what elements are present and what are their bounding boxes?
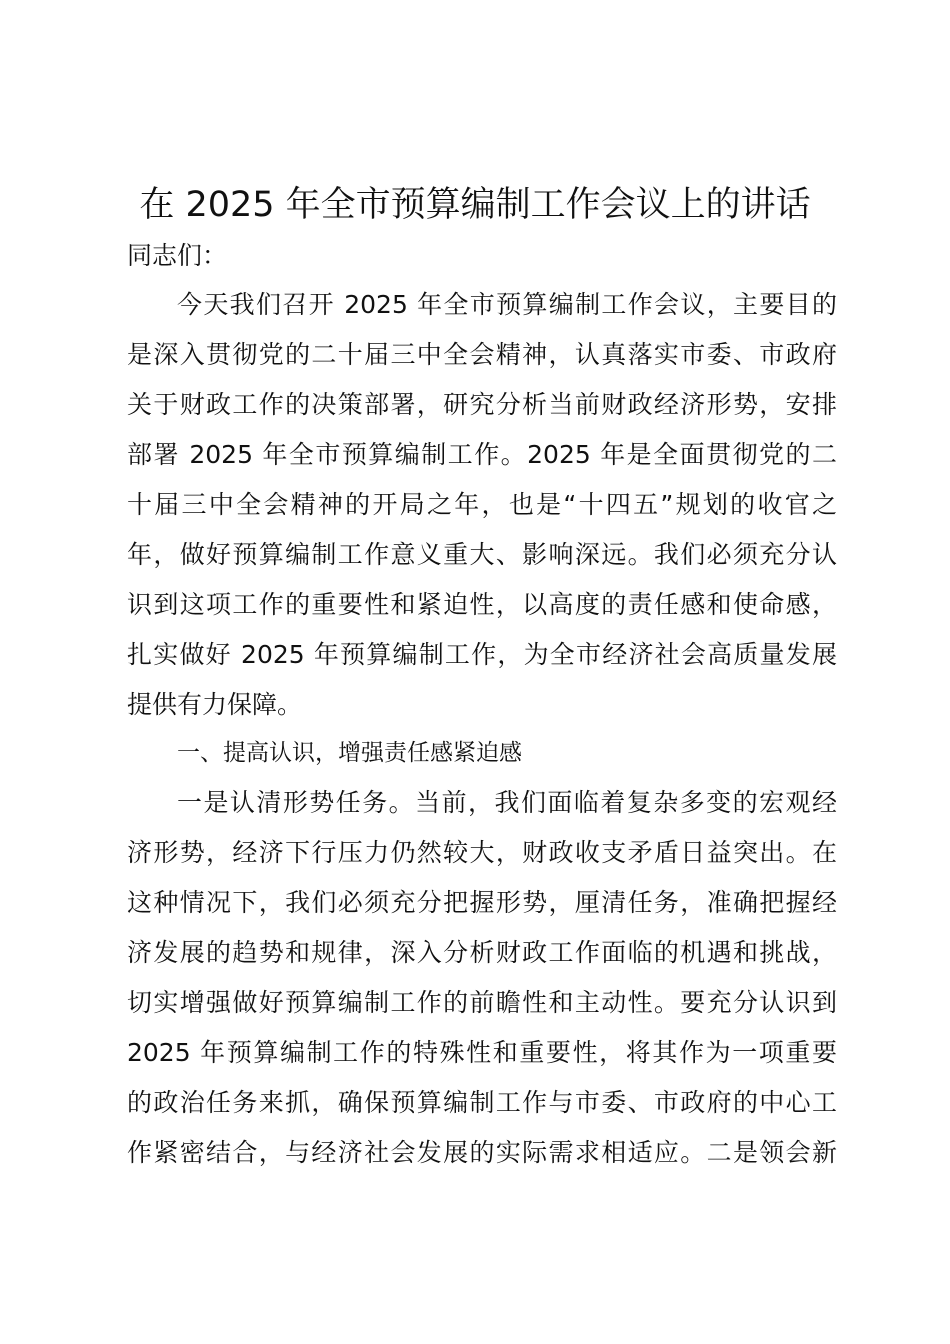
paragraph-line: 济形势，经济下行压力仍然较大，财政收支矛盾日益突出。在 [127,838,837,867]
paragraph-line: 作紧密结合，与经济社会发展的实际需求相适应。二是领会新 [127,1138,837,1167]
paragraph-line: 这种情况下，我们必须充分把握形势，厘清任务，准确把握经 [127,888,837,917]
paragraph-line: 年，做好预算编制工作意义重大、影响深远。我们必须充分认 [127,540,837,569]
paragraph-line: 扎实做好 2025 年预算编制工作，为全市经济社会高质量发展 [127,640,837,669]
paragraph-line: 部署 2025 年全市预算编制工作。2025 年是全面贯彻党的二 [127,440,837,469]
paragraph-line: 提供有力保障。 [127,690,303,719]
paragraph-line: 今天我们召开 2025 年全市预算编制工作会议，主要目的 [177,290,837,319]
paragraph-line: 关于财政工作的决策部署，研究分析当前财政经济形势，安排 [127,390,837,419]
paragraph-line: 济发展的趋势和规律，深入分析财政工作面临的机遇和挑战， [127,938,837,967]
paragraph-line: 是深入贯彻党的二十届三中全会精神，认真落实市委、市政府 [127,340,837,369]
paragraph-line: 一是认清形势任务。当前，我们面临着复杂多变的宏观经 [177,788,837,817]
salutation: 同志们： [127,241,228,270]
paragraph-line: 切实增强做好预算编制工作的前瞻性和主动性。要充分认识到 [127,988,837,1017]
paragraph-line: 2025 年预算编制工作的特殊性和重要性，将其作为一项重要 [127,1038,837,1067]
paragraph-line: 十届三中全会精神的开局之年，也是“十四五”规划的收官之 [127,490,837,519]
document-title: 在 2025 年全市预算编制工作会议上的讲话 [139,185,811,225]
paragraph-line: 识到这项工作的重要性和紧迫性，以高度的责任感和使命感， [127,590,837,619]
section-heading: 一、提高认识，增强责任感紧迫感 [177,740,522,766]
paragraph-line: 的政治任务来抓，确保预算编制工作与市委、市政府的中心工 [127,1088,837,1117]
